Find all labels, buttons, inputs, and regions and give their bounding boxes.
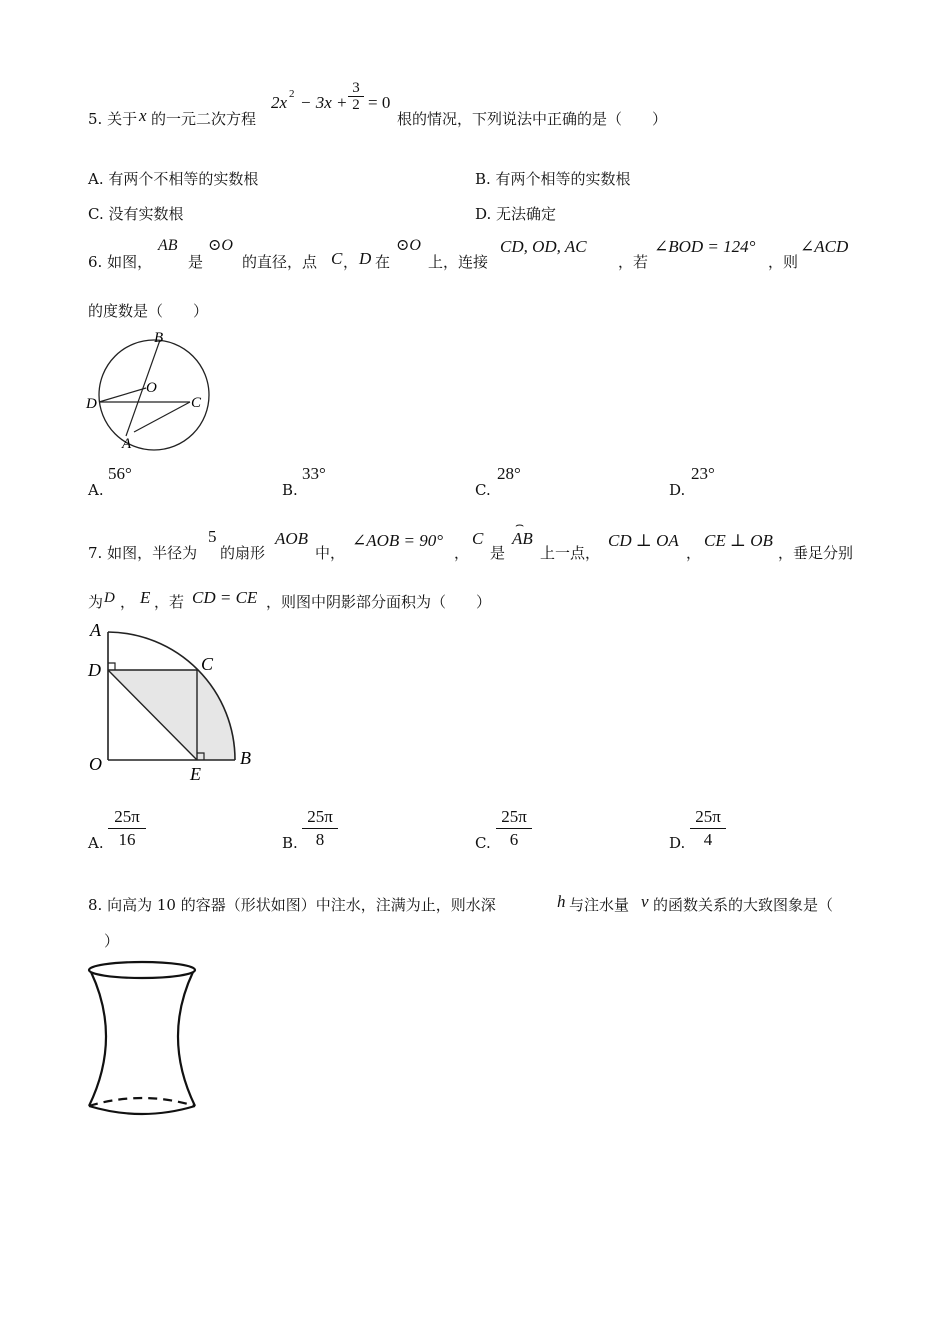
q5-option-d: D. 无法确定	[475, 205, 557, 223]
q6-circle-figure	[82, 326, 222, 452]
label-d: D	[86, 396, 97, 412]
q8-container-figure	[82, 958, 204, 1120]
label-a: A	[90, 620, 101, 640]
q5-mid: 的一元二次方程	[151, 110, 257, 128]
q7-perp-cd: CD ⊥ OA	[608, 531, 679, 550]
q6-ab: AB	[158, 237, 178, 254]
label-d: D	[88, 660, 101, 680]
q6-prefix: 6. 如图，	[88, 253, 153, 271]
q7-arc-ab: AB	[512, 529, 533, 548]
q7-condition: CD = CE	[192, 588, 258, 607]
q6-angle-acd: ∠ACD	[800, 237, 849, 256]
label-b: B	[240, 748, 251, 768]
q6-angle-bod: ∠BOD = 124°	[654, 237, 756, 256]
q7-sector-figure	[84, 620, 264, 786]
q5-suffix: 根的情况，下列说法中正确的是（ ）	[397, 110, 668, 128]
label-c: C	[201, 654, 214, 674]
q7-perp-ce: CE ⊥ OB	[704, 531, 773, 550]
q5-option-a: A. 有两个不相等的实数根	[88, 170, 259, 188]
q6-circle-o: ⊙O	[208, 237, 233, 254]
q5-var: x	[139, 106, 147, 125]
q5-option-b: B. 有两个相等的实数根	[475, 170, 631, 188]
label-o: O	[89, 754, 102, 774]
q8-prefix: 8. 向高为 10 的容器（形状如图）中注水，注满为止，则水深	[88, 896, 496, 914]
q5-prefix: 5. 关于	[88, 110, 138, 128]
label-e: E	[190, 764, 201, 784]
q7-prefix: 7. 如图，半径为	[88, 544, 198, 562]
label-o: O	[146, 380, 157, 396]
label-c: C	[191, 395, 202, 411]
q6-segments: CD, OD, AC	[500, 237, 587, 256]
q7-radius: 5	[208, 527, 217, 546]
label-b: B	[154, 330, 164, 346]
q5-option-c: C. 没有实数根	[88, 205, 184, 223]
q7-angle-aob: ∠AOB = 90°	[352, 531, 444, 550]
label-a: A	[122, 436, 132, 452]
q6-line2: 的度数是（ ）	[88, 302, 209, 320]
